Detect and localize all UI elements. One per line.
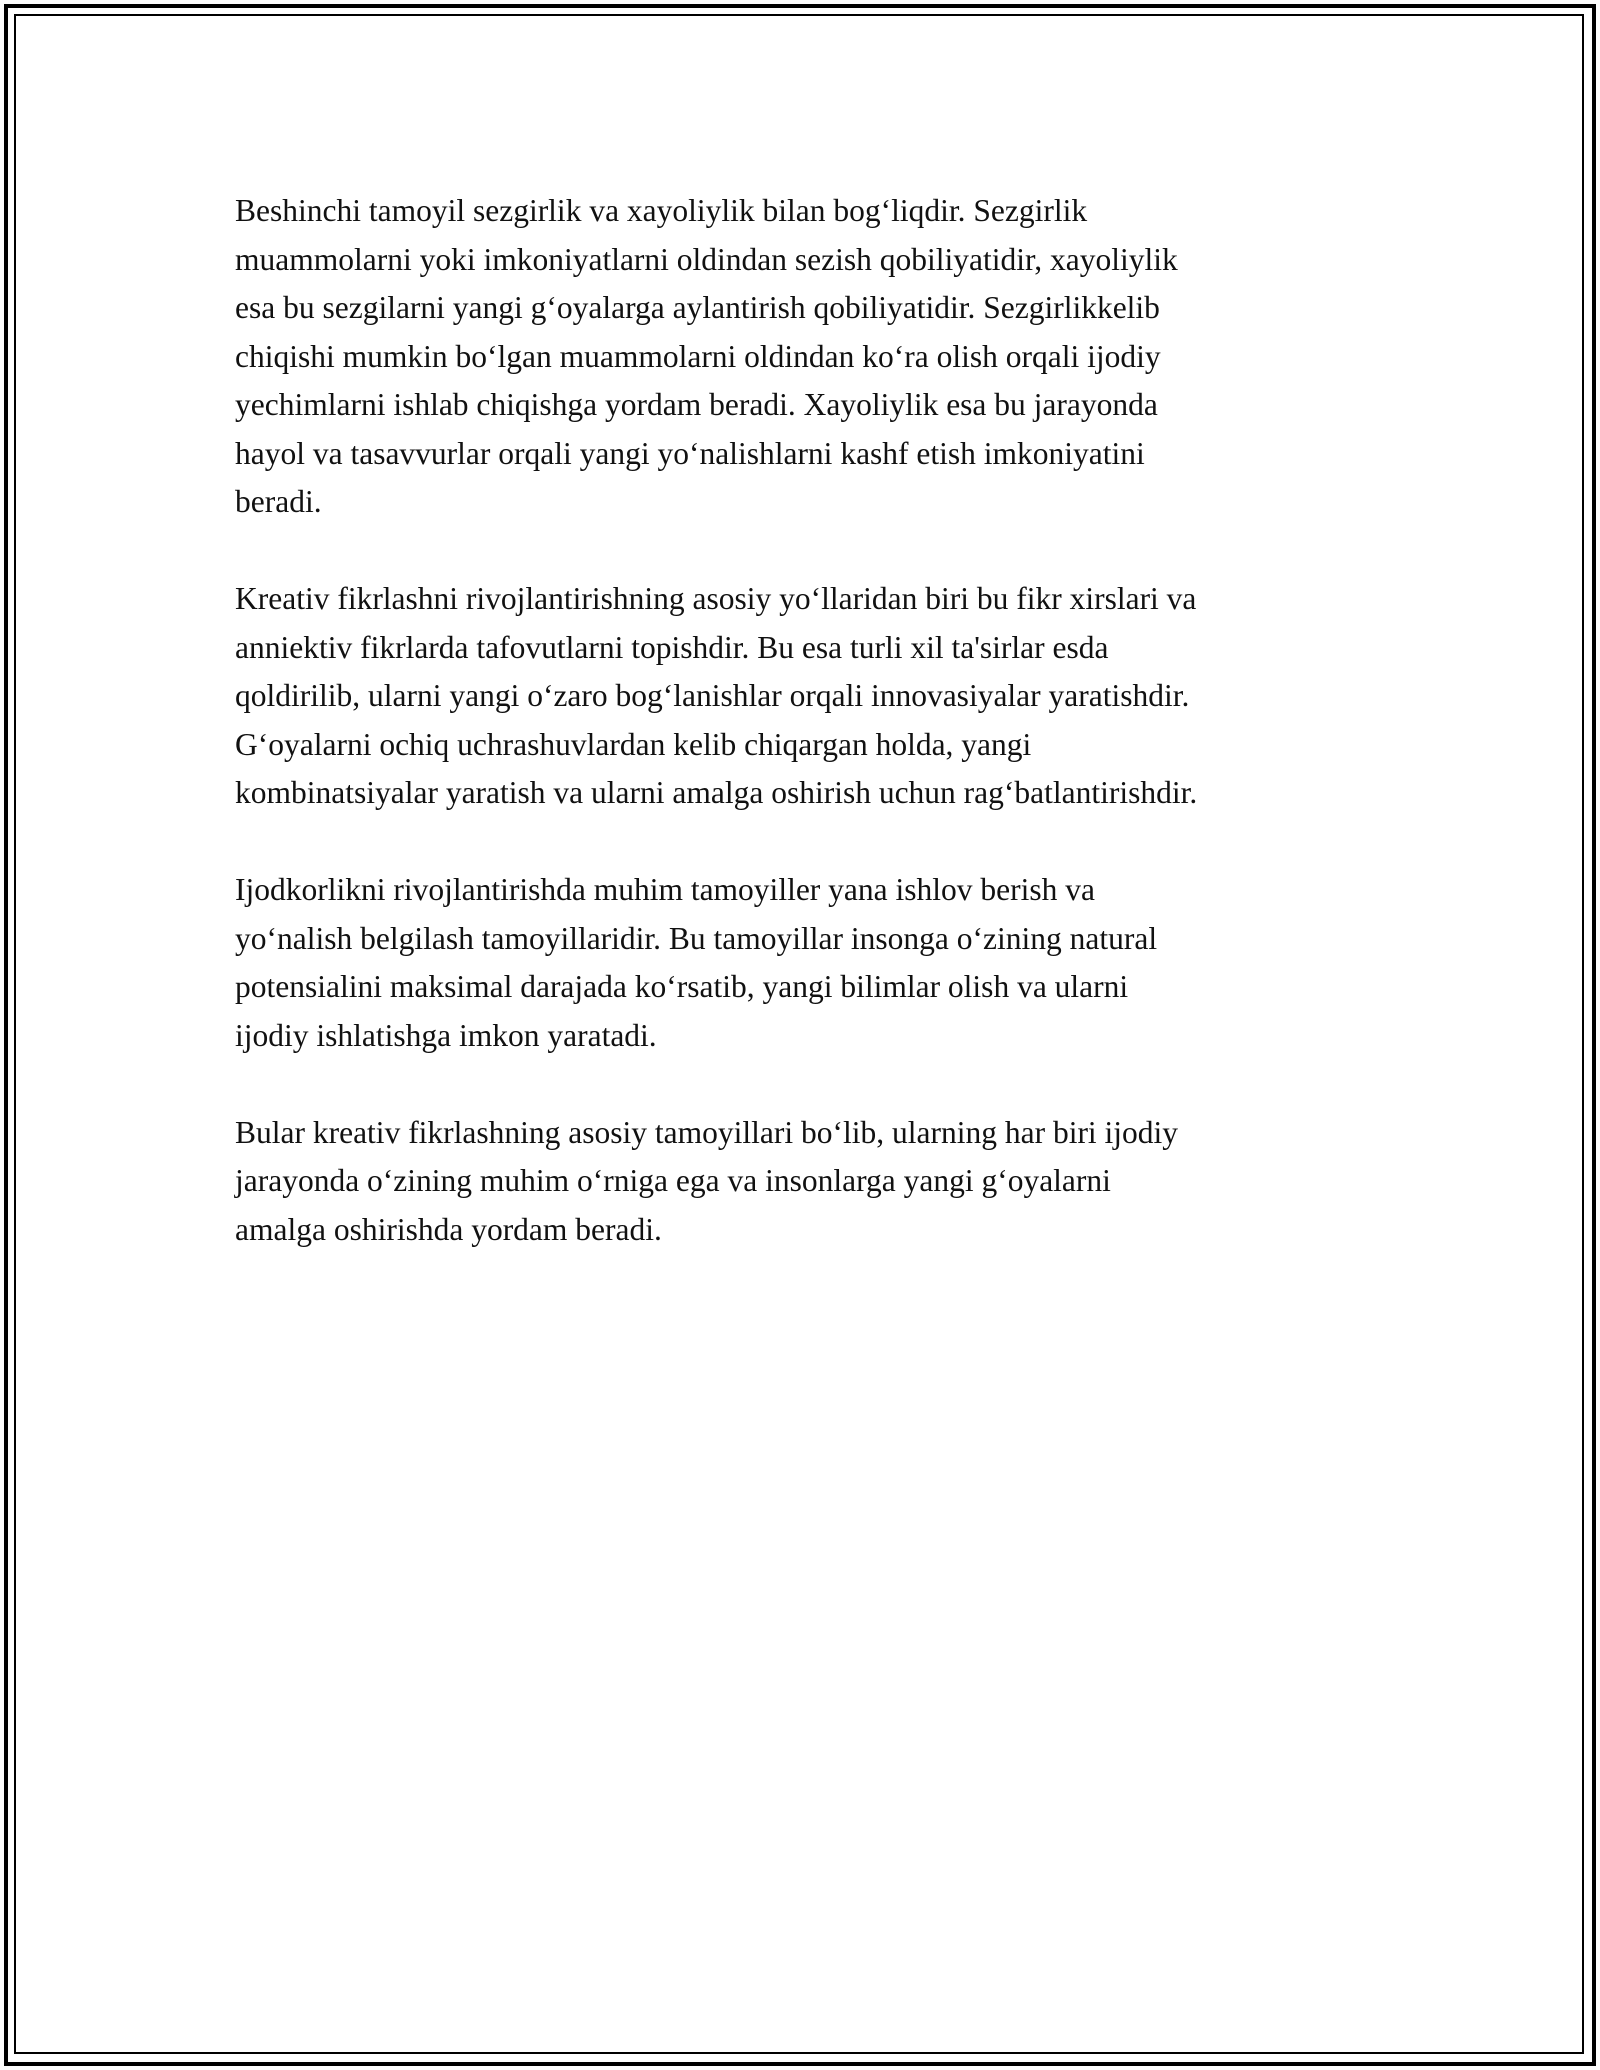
paragraph-4: Bular kreativ fikrlashning asosiy tamoyillari bo‘lib, ularning har biri ijodiy jarayonda o‘zining muhim o‘rniga ega va insonlarga yangi g‘oyalarni amalga oshirishda yordam beradi. (235, 1114, 1179, 1247)
paragraph-2: Kreativ fikrlashni rivojlantirishning asosiy yo‘llaridan biri bu fikr xirslari va anniektiv fikrlarda tafovutlarni topishdir. Bu esa turli xil ta'sirlar esda qoldirilib, ularni yangi o‘zaro bog‘lanishlar orqali innovasiyalar yaratishdir. G‘oyalarni ochiq uchrashuvlardan kelib chiqargan holda, yangi kombinatsiyalar yaratish va ularni amalga oshirish uchun rag‘batlantirishdir. (235, 581, 1198, 810)
paragraph-1: Beshinchi tamoyil sezgirlik va xayoliylik bilan bog‘liqdir. Sezgirlik muammolarni yoki imkoniyatlarni oldindan sezish qobiliyatidir, xayoliylik esa bu sezgilarni yangi g‘oyalarga aylantirish qobiliyatidir. Sezgirlikkelib chiqishi mumkin bo‘lgan muammolarni oldindan ko‘ra olish orqali ijodiy yechimlarni ishlab chiqishga yordam beradi. Xayoliylik esa bu jarayonda hayol va tasavvurlar orqali yangi yo‘nalishlarni kashf etish imkoniyatini beradi. (235, 193, 1178, 519)
document-body (235, 187, 1365, 1303)
paragraph-3: Ijodkorlikni rivojlantirishda muhim tamoyiller yana ishlov berish va yo‘nalish belgilash tamoyillaridir. Bu tamoyillar insonga o‘zining natural potensialini maksimal darajada ko‘rsatib, yangi bilimlar olish va ularni ijodiy ishlatishga imkon yaratadi. (235, 872, 1158, 1053)
